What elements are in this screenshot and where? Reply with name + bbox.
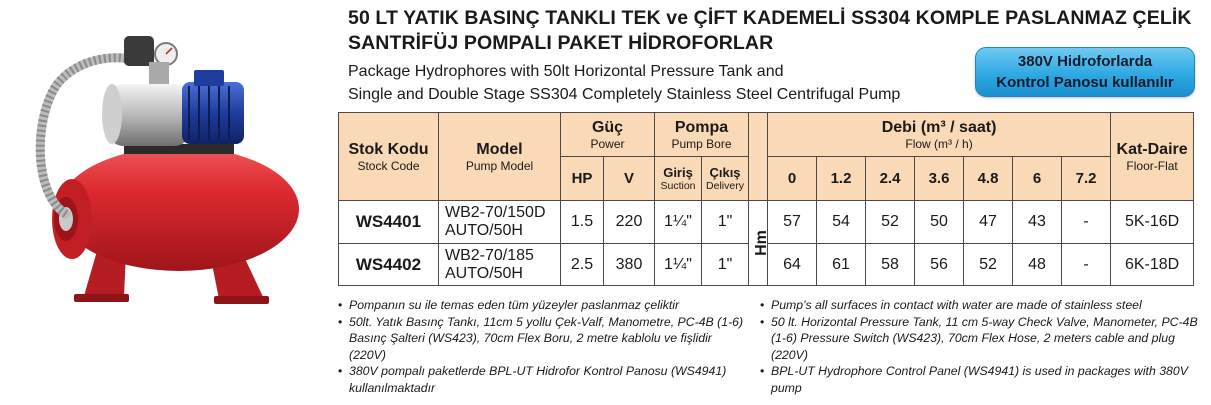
flow-point-6: 7.2 xyxy=(1062,157,1111,201)
model-header: Model Pump Model xyxy=(439,113,561,201)
flow-point-0: 0 xyxy=(768,157,817,201)
head-cell: 47 xyxy=(964,201,1013,244)
hp-cell: 1.5 xyxy=(561,201,604,244)
floor-cell: 6K-18D xyxy=(1111,244,1194,286)
head-cell: 50 xyxy=(915,201,964,244)
delivery-cell: 1" xyxy=(702,244,749,286)
table-row xyxy=(339,201,1194,244)
head-cell: 52 xyxy=(964,244,1013,286)
note-item: • Pompanın su ile temas eden tüm yüzeyler paslanmaz çeliktir xyxy=(338,297,748,314)
header-row-1 xyxy=(339,113,1194,157)
notes-english xyxy=(760,297,1200,397)
stock-code-cell: WS4402 xyxy=(339,244,439,286)
badge-line-2: Kontrol Panosu kullanılır xyxy=(996,74,1174,91)
v-cell: 220 xyxy=(604,201,655,244)
subtitle-line-1: Package Hydrophores with 50lt Horizontal Pressure Tank and xyxy=(348,63,784,80)
stock-code-cell: WS4401 xyxy=(339,201,439,244)
suction-header: Giriş Suction xyxy=(655,157,702,201)
head-cell: 56 xyxy=(915,244,964,286)
model-cell: WB2-70/150D AUTO/50H xyxy=(439,201,561,244)
control-panel-badge xyxy=(975,47,1195,97)
head-cell: 57 xyxy=(768,201,817,244)
suction-cell: 1¼" xyxy=(655,201,702,244)
note-item: • 50lt. Yatık Basınç Tankı, 11cm 5 yollu Çek-Valf, Manometre, PC-4B (1-6) Basınç Şalteri (WS423), 70cm Flex Boru, 2 metre kablolu ve fişlidir (220V) xyxy=(338,314,748,364)
flow-point-5: 6 xyxy=(1013,157,1062,201)
hm-gap-header xyxy=(749,113,768,201)
head-cell: 64 xyxy=(768,244,817,286)
head-cell: 52 xyxy=(866,201,915,244)
notes-turkish xyxy=(338,297,748,397)
floor-flat-header: Kat-Daire Floor-Flat xyxy=(1111,113,1194,201)
model-cell: WB2-70/185 AUTO/50H xyxy=(439,244,561,286)
floor-cell: 5K-16D xyxy=(1111,201,1194,244)
flow-point-1: 1.2 xyxy=(817,157,866,201)
hp-cell: 2.5 xyxy=(561,244,604,286)
hm-label: Hm xyxy=(749,201,768,286)
flow-header: Debi (m³ / saat) Flow (m³ / h) xyxy=(768,113,1111,157)
hydrophore-product-image xyxy=(14,14,314,314)
head-cell: 61 xyxy=(817,244,866,286)
note-item: • 380V pompalı paketlerde BPL-UT Hidrofor Kontrol Panosu (WS4941) kullanılmaktadır xyxy=(338,363,748,396)
suction-cell: 1¼" xyxy=(655,244,702,286)
head-cell: 43 xyxy=(1013,201,1062,244)
note-item: • 50 lt. Horizontal Pressure Tank, 11 cm 5-way Check Valve, Manometer, PC-4B (1-6) Pressure Switch (WS423), 70cm Flex Hose, 2 meters cable and plug (220V) xyxy=(760,314,1200,364)
title-line-1: 50 LT YATIK BASINÇ TANKLI TEK ve ÇİFT KADEMELİ SS304 KOMPLE PASLANMAZ ÇELİK xyxy=(348,7,1192,29)
power-header: Güç Power xyxy=(561,113,655,157)
pump-bore-header: Pompa Pump Bore xyxy=(655,113,749,157)
title-line-2: SANTRİFÜJ POMPALI PAKET HİDROFORLAR xyxy=(348,32,774,54)
delivery-cell: 1" xyxy=(702,201,749,244)
flow-point-2: 2.4 xyxy=(866,157,915,201)
note-item: • Pump's all surfaces in contact with water are made of stainless steel xyxy=(760,297,1200,314)
head-cell: 58 xyxy=(866,244,915,286)
flow-point-4: 4.8 xyxy=(964,157,1013,201)
badge-line-1: 380V Hidroforlarda xyxy=(1017,53,1153,70)
page-subtitle xyxy=(348,60,978,106)
note-item: • BPL-UT Hydrophore Control Panel (WS4941) is used in packages with 380V pump xyxy=(760,363,1200,396)
flow-point-3: 3.6 xyxy=(915,157,964,201)
stock-code-header: Stok Kodu Stock Code xyxy=(339,113,439,201)
head-cell: - xyxy=(1062,201,1111,244)
v-header: V xyxy=(604,157,655,201)
hp-header: HP xyxy=(561,157,604,201)
head-cell: 48 xyxy=(1013,244,1062,286)
spec-table xyxy=(338,112,1194,286)
delivery-header: Çıkış Delivery xyxy=(702,157,749,201)
head-cell: - xyxy=(1062,244,1111,286)
head-cell: 54 xyxy=(817,201,866,244)
subtitle-line-2: Single and Double Stage SS304 Completely Stainless Steel Centrifugal Pump xyxy=(348,86,901,103)
v-cell: 380 xyxy=(604,244,655,286)
